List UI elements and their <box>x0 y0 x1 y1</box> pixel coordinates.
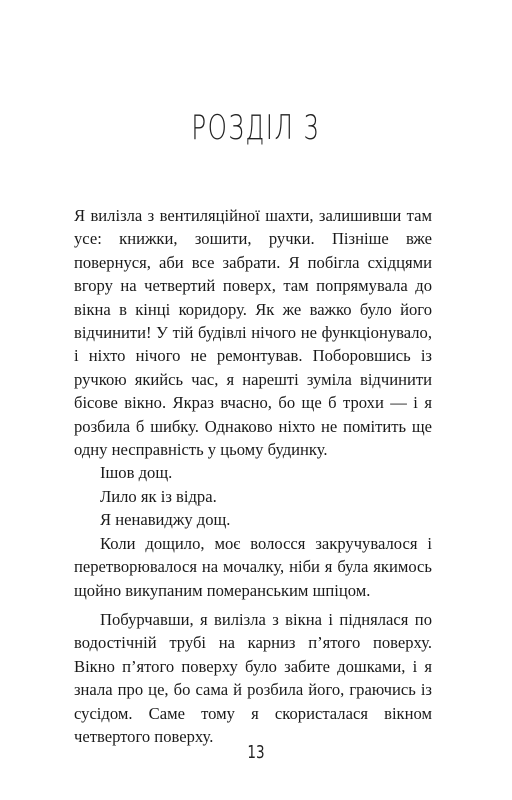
paragraph: Я ненавиджу дощ. <box>100 510 231 530</box>
paragraph: Ішов дощ. <box>100 463 173 483</box>
paragraph: Коли дощило, моє волосся закручувалося і перетворювалося на мочалку, ніби я була якимось щойно викупаним померанським шпіцом. <box>74 533 432 600</box>
paragraph: Побурчавши, я вилізла з вікна і піднялася по водостічній трубі на карниз п’ятого поверху. Вікно п’ятого поверху було забите дошками, і я знала про це, бо сама й розбила його, граючись із сусідом. Саме тому я скористалася вікном четвертого поверху. <box>74 609 432 746</box>
chapter-body <box>74 204 432 748</box>
paragraph: Я вилізла з вентиляційної шахти, залишивши там усе: книжки, зошити, ручки. Пізніше вже повернуся, аби все забрати. Я побігла східцями вгору на четвертий поверх, там попрямувала до вікна в кінці коридору. Як же важко було його відчинити! У тій будівлі нічого не функціонувало, і ніхто нічого не ремонтував. Поборовшись із ручкою якийсь час, я нарешті зуміла відчинити бісове вікно. Якраз вчасно, бо ще б трохи — і я розбила б шибку. Однаково ніхто не помітить ще одну несправність у цьому будинку. <box>74 206 432 460</box>
page-number: 13 <box>247 742 265 763</box>
chapter-title: РОЗДІЛ 3 <box>191 108 321 148</box>
paragraph: Лило як із відра. <box>100 486 217 506</box>
